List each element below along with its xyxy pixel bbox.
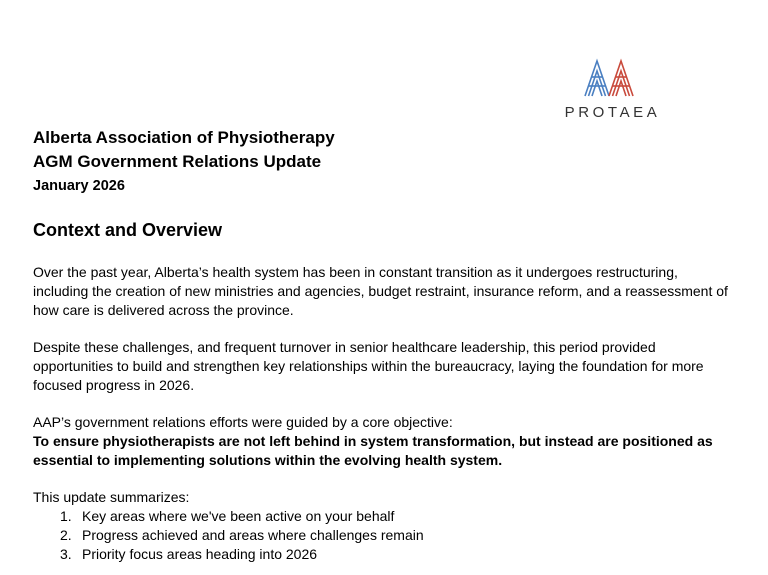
document-title: AGM Government Relations Update xyxy=(33,152,322,171)
summary-list xyxy=(33,507,733,564)
list-item-text: Priority focus areas heading into 2026 xyxy=(82,546,318,562)
list-item-number: 2. xyxy=(60,527,72,543)
document-header xyxy=(33,126,335,198)
summary-intro: This update summarizes: xyxy=(33,489,190,505)
logo-wordmark: PROTAEA xyxy=(564,104,661,121)
section-heading: Context and Overview xyxy=(33,220,223,240)
list-item xyxy=(60,526,733,545)
list-item xyxy=(60,545,733,564)
list-item-text: Progress achieved and areas where challenges remain xyxy=(82,527,424,543)
list-item-number: 1. xyxy=(60,508,72,524)
core-objective: To ensure physiotherapists are not left behind in system transformation, but instead are positioned as essential to implementing solutions within the evolving health system. xyxy=(33,433,713,468)
document-date: January 2026 xyxy=(33,178,125,194)
document-body xyxy=(33,263,733,564)
protaea-chevron-icon xyxy=(583,58,639,98)
list-item-text: Key areas where we've been active on your behalf xyxy=(82,508,395,524)
protaea-logo xyxy=(556,58,666,121)
paragraph-context: Over the past year, Alberta’s health system has been in constant transition as it undergoes restructuring, including the creation of new ministries and agencies, budget restraint, insurance reform, and a reassessment of how care is delivered across the province. xyxy=(33,264,728,318)
objective-intro: AAP’s government relations efforts were guided by a core objective: xyxy=(33,414,453,430)
list-item xyxy=(60,507,733,526)
paragraph-challenges: Despite these challenges, and frequent turnover in senior healthcare leadership, this period provided opportunities to build and strengthen key relationships within the bureaucracy, laying the foundation for more focused progress in 2026. xyxy=(33,339,704,393)
list-item-number: 3. xyxy=(60,546,72,562)
organization-name: Alberta Association of Physiotherapy xyxy=(33,128,335,147)
